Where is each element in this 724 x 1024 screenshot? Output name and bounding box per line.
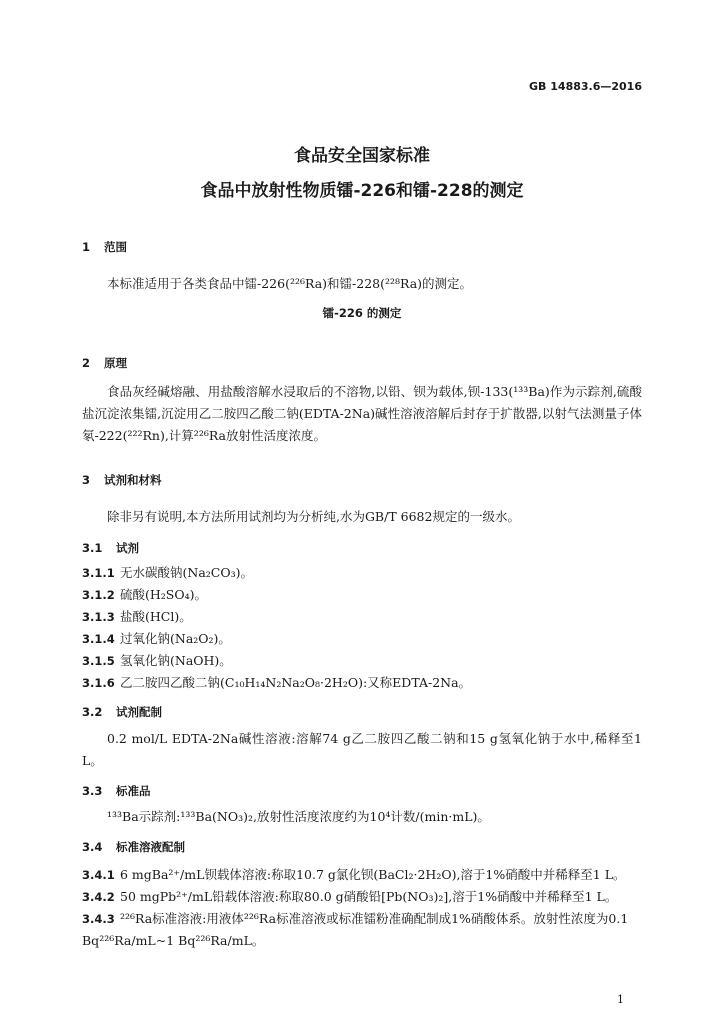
section-1-text: 本标准适用于各类食品中镭-226(²²⁶Ra)和镭-228(²²⁸Ra)的测定。 [107, 276, 473, 291]
list-item [82, 650, 642, 672]
section-3-4-heading [82, 836, 642, 858]
item-text: 乙二胺四乙酸二钠(C₁₀H₁₄N₂Na₂O₈·2H₂O):又称EDTA-2Na。 [120, 675, 472, 690]
list-item [82, 672, 642, 694]
page-number: 1 [617, 993, 624, 1006]
part-title: 镭-226 的测定 [322, 306, 402, 320]
item-text: 过氧化钠(Na₂O₂)。 [120, 631, 231, 646]
section-1-heading [82, 236, 642, 258]
section-number: 3 [82, 473, 91, 487]
section-title: 试剂 [116, 541, 139, 555]
section-title: 试剂和材料 [104, 473, 162, 487]
item-number: 3.4.2 [82, 890, 115, 904]
item-text: ²²⁶Ra标准溶液:用液体²²⁶Ra标准溶液或标准镭粉准确配制成1%硝酸体系。放射性浓度为0.1 Bq²²⁶Ra/mL~1 Bq²²⁶Ra/mL。 [82, 911, 629, 948]
section-number: 3.3 [82, 784, 103, 798]
item-text: 硫酸(H₂SO₄)。 [120, 587, 207, 602]
section-number: 1 [82, 240, 91, 254]
item-text: 无水碳酸钠(Na₂CO₃)。 [120, 565, 253, 580]
section-3-3-text: ¹³³Ba示踪剂:¹³³Ba(NO₃)₂,放射性活度浓度约为10⁴计数/(min·mL)。 [107, 809, 490, 824]
section-3-2-heading [82, 701, 642, 723]
item-number: 3.1.6 [82, 676, 115, 690]
item-text: 氢氧化钠(NaOH)。 [120, 653, 232, 668]
section-title: 范围 [104, 240, 127, 254]
list-item [82, 908, 642, 952]
standard-code: GB 14883.6—2016 [529, 80, 642, 93]
section-number: 3.2 [82, 705, 103, 719]
sub-title: 食品中放射性物质镭-226和镭-228的测定 [200, 181, 524, 201]
list-item [82, 584, 642, 606]
section-3-1-heading [82, 537, 642, 559]
section-3-2-text: 0.2 mol/L EDTA-2Na碱性溶液:溶解74 g乙二胺四乙酸二钠和15 g氢氧化钠于水中,稀释至1 L。 [82, 731, 642, 768]
item-text: 50 mgPb²⁺/mL铅载体溶液:称取80.0 g硝酸铅[Pb(NO₃)₂],溶于1%硝酸中并稀释至1 L。 [120, 889, 618, 904]
item-number: 3.1.2 [82, 588, 115, 602]
section-2-text: 食品灰经碱熔融、用盐酸溶解水浸取后的不溶物,以铅、钡为载体,钡-133(¹³³Ba)作为示踪剂,硫酸盐沉淀浓集镭,沉淀用乙二胺四乙酸二钠(EDTA-2Na)碱性溶液溶解后封存于扩散器,以射气法测量子体氡-222(²²²Rn),计算²²⁶Ra放射性活度浓度。 [82, 384, 642, 443]
section-title: 标准品 [116, 784, 151, 798]
list-item [82, 606, 642, 628]
section-3-text: 除非另有说明,本方法所用试剂均为分析纯,水为GB/T 6682规定的一级水。 [107, 509, 520, 524]
section-title: 标准溶液配制 [116, 840, 185, 854]
item-number: 3.4.3 [82, 912, 115, 926]
section-3-3-heading [82, 780, 642, 802]
list-item [82, 562, 642, 584]
item-number: 3.1.1 [82, 566, 115, 580]
item-number: 3.1.5 [82, 654, 115, 668]
section-title: 试剂配制 [116, 705, 162, 719]
section-number: 3.1 [82, 541, 103, 555]
item-number: 3.1.4 [82, 632, 115, 646]
list-item [82, 886, 642, 908]
item-text: 6 mgBa²⁺/mL钡载体溶液:称取10.7 g氯化钡(BaCl₂·2H₂O),溶于1%硝酸中并稀释至1 L。 [120, 867, 626, 882]
list-item [82, 628, 642, 650]
item-text: 盐酸(HCl)。 [120, 609, 192, 624]
item-number: 3.1.3 [82, 610, 115, 624]
main-title: 食品安全国家标准 [294, 146, 430, 166]
section-2-heading [82, 352, 642, 374]
list-item [82, 864, 642, 886]
item-number: 3.4.1 [82, 868, 115, 882]
section-number: 3.4 [82, 840, 103, 854]
section-3-heading [82, 469, 642, 491]
section-title: 原理 [104, 356, 127, 370]
section-number: 2 [82, 356, 91, 370]
